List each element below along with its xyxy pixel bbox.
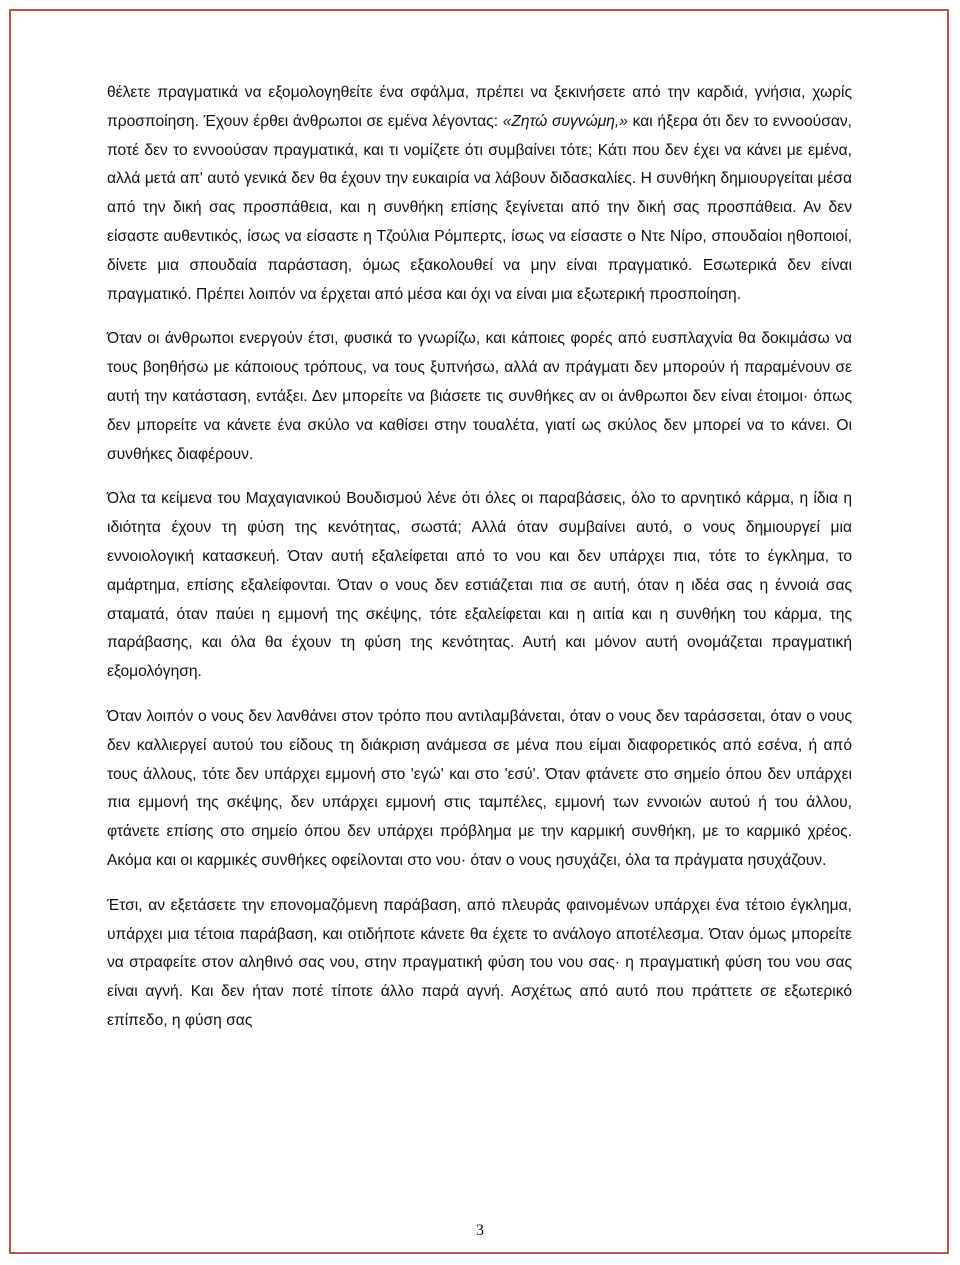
paragraph-5-text: Έτσι, αν εξετάσετε την επονομαζόμενη παράβαση, από πλευράς φαινομένων υπάρχει ένα τέτοιο έγκλημα, υπάρχει μια τέτοια παράβαση, και οτιδήποτε κάνετε θα έχετε το ανάλογο αποτέλεσμα. Όταν όμως μπορείτε να στραφείτε στον αληθινό σας νου, στην πραγματική φύση του νου σας· η πραγματική φύση του νου σας είναι αγνή. Και δεν ήταν ποτέ τίποτε άλλο παρά αγνή. Ασχέτως από αυτό που πράττετε σε εξωτερικό επίπεδο, η φύση σας xyxy=(107,896,852,1029)
paragraph-2 xyxy=(107,325,852,469)
paragraph-3 xyxy=(107,485,852,687)
page-number: 3 xyxy=(476,1222,484,1239)
paragraph-4 xyxy=(107,703,852,876)
paragraph-2-text: Όταν οι άνθρωποι ενεργούν έτσι, φυσικά το γνωρίζω, και κάποιες φορές από ευσπλαχνία θα δοκιμάσω να τους βοηθήσω με κάποιους τρόπους, να τους ξυπνήσω, αλλά αν πράγματι δεν μπορούν ή παραμένουν σε αυτή την κατάσταση, εντάξει. Δεν μπορείτε να βιάσετε τις συνθήκες αν οι άνθρωποι δεν είναι έτοιμοι· όπως δεν μπορείτε να κάνετε ένα σκύλο να καθίσει στην τουαλέτα, γιατί ως σκύλος δεν μπορεί να το κάνει. Οι συνθήκες διαφέρουν. xyxy=(107,330,852,463)
paragraph-4-text: Όταν λοιπόν ο νους δεν λανθάνει στον τρόπο που αντιλαμβάνεται, όταν ο νους δεν ταράσσεται, όταν ο νους δεν καλλιεργεί αυτού του είδους τη διάκριση ανάμεσα σε μένα που είμαι διαφορετικός από εσένα, ή από τους άλλους, τότε δεν υπάρχει εμμονή στο 'εγώ' και στο 'εσύ'. Όταν φτάνετε στο σημείο όπου δεν υπάρχει πια εμμονή της σκέψης, δεν υπάρχει εμμονή στις ταμπέλες, εμμονή των εννοιών αυτού ή του άλλου, φτάνετε επίσης στο σημείο όπου δεν υπάρχει πρόβλημα με την καρμική συνθήκη, με το καρμικό χρέος. Ακόμα και οι καρμικές συνθήκες οφείλονται στο νου· όταν ο νους ησυχάζει, όλα τα πράγματα ησυχάζουν. xyxy=(107,707,852,869)
paragraph-1 xyxy=(107,79,852,309)
paragraph-1-text-b: και ήξερα ότι δεν το εννοούσαν, ποτέ δεν το εννοούσαν πραγματικά, και τι νομίζετε ότι συμβαίνει τότε; Κάτι που δεν έχει να κάνει με εμένα, αλλά μετά απ' αυτό γενικά δεν θα έχουν την ευκαιρία να λάβουν διδασκαλίες. Η συνθήκη δημιουργείται μέσα από την δική σας προσπάθεια, και η συνθήκη επίσης ξεγίνεται από την δική σας προσπάθεια. Αν δεν είσαστε αυθεντικός, ίσως να είσαστε η Τζούλια Ρόμπερτς, ίσως να είσαστε ο Ντε Νίρο, σπουδαίοι ηθοποιοί, δίνετε μια σπουδαία παράσταση, όμως εξακολουθεί να μην είναι πραγματικό. Εσωτερικά δεν είναι πραγματικό. Πρέπει λοιπόν να έρχεται από μέσα και όχι να είναι μια εξωτερική προσποίηση. xyxy=(107,112,852,303)
paragraph-5 xyxy=(107,892,852,1036)
paragraph-3-text: Όλα τα κείμενα του Μαχαγιανικού Βουδισμού λένε ότι όλες οι παραβάσεις, όλο το αρνητικό κάρμα, η ίδια η ιδιότητα έχουν τη φύση της κενότητας, σωστά; Αλλά όταν συμβαίνει αυτό, ο νους δημιουργεί μια εννοιολογική κατασκευή. Όταν αυτή εξαλείφεται από το νου και δεν υπάρχει πια, τότε το έγκλημα, το αμάρτημα, επίσης εξαλείφονται. Όταν ο νους δεν εστιάζεται πια σε αυτή, όταν η ιδέα σας η έννοιά σας σταματά, όταν παύει η εμμονή της σκέψης, τότε εξαλείφεται και η αιτία και η συνθήκη του κάρμα, της παράβασης, και όλα θα έχουν τη φύση της κενότητας. Αυτή και μόνον αυτή ονομάζεται πραγματική εξομολόγηση. xyxy=(107,490,852,681)
paragraph-1-text-a: θέλετε πραγματικά να εξομολογηθείτε ένα σφάλμα, πρέπει να ξεκινήσετε από την καρδιά, γνήσια, χωρίς προσποίηση. Έχουν έρθει άνθρωποι σε εμένα λέγοντας: xyxy=(107,84,852,130)
paragraph-1-quote: «Ζητώ συγνώμη,» xyxy=(502,112,628,130)
document-body xyxy=(107,79,852,1052)
